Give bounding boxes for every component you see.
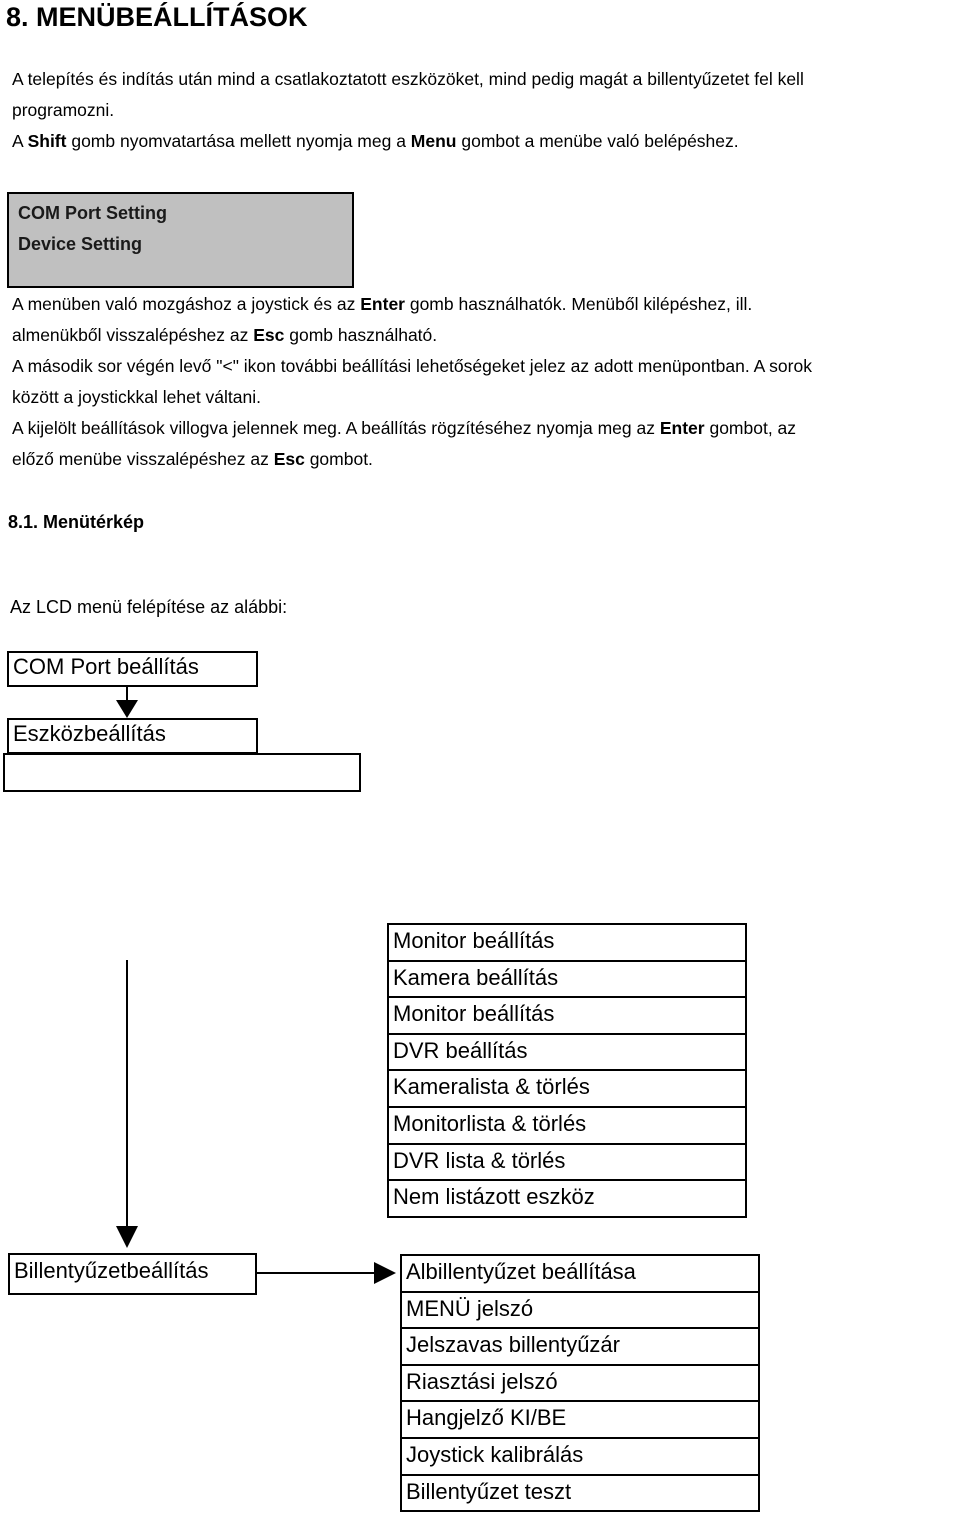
text-run: előző menübe visszalépéshez az — [12, 449, 274, 469]
bold-term: Esc — [273, 449, 305, 469]
menu-box-device: Eszközbeállítás — [7, 718, 258, 754]
menu-box-com-port: COM Port beállítás — [7, 651, 258, 687]
bold-term: Menu — [410, 131, 457, 151]
bold-term: Enter — [659, 418, 705, 438]
text-run: A — [12, 131, 28, 151]
submenu-item: Monitor beállítás — [389, 998, 745, 1035]
arrow-to-keyboard — [116, 960, 138, 1248]
arrow-keyboard-to-submenu — [257, 1262, 396, 1284]
text-run: gomb nyomvatartása mellett nyomja meg a — [66, 131, 411, 151]
section-heading: 8.1. Menütérkép — [8, 512, 145, 532]
bold-term: Shift — [27, 131, 67, 151]
submenu-item: Kamera beállítás — [389, 962, 745, 999]
submenu-item: Jelszavas billentyűzár — [402, 1329, 758, 1366]
submenu-item: Monitor beállítás — [389, 925, 745, 962]
submenu-item: Riasztási jelszó — [402, 1366, 758, 1403]
text-run: között a joystickkal lehet váltani. — [12, 387, 262, 407]
submenu-item: Hangjelző KI/BE — [402, 1402, 758, 1439]
text-run: gomb használható. — [284, 325, 438, 345]
submenu-item: Joystick kalibrálás — [402, 1439, 758, 1476]
submenu-item: Monitorlista & törlés — [389, 1108, 745, 1145]
text-run: A kijelölt beállítások villogva jelennek meg. A beállítás rögzítéséhez nyomja meg az — [12, 418, 660, 438]
text-run: gombot, az — [704, 418, 797, 438]
menu-box-keyboard: Billentyűzetbeállítás — [8, 1253, 257, 1295]
submenu-item: MENÜ jelszó — [402, 1293, 758, 1330]
lcd-line-1: COM Port Setting — [18, 203, 167, 223]
submenu-item: Billentyűzet teszt — [402, 1476, 758, 1513]
submenu-item: Nem listázott eszköz — [389, 1181, 745, 1218]
submenu-item: Kameralista & törlés — [389, 1071, 745, 1108]
lcd-line-2: Device Setting — [18, 234, 143, 254]
section-intro: Az LCD menü felépítése az alábbi: — [10, 597, 288, 617]
submenu-item: Albillentyűzet beállítása — [402, 1256, 758, 1293]
arrow-com-to-device — [116, 686, 138, 718]
bold-term: Esc — [253, 325, 285, 345]
text-run: gombot a menübe való belépéshez. — [456, 131, 739, 151]
bold-term: Enter — [360, 294, 405, 314]
page-title: 8. MENÜBEÁLLÍTÁSOK — [6, 2, 308, 32]
text-run: almenükből visszalépéshez az — [12, 325, 254, 345]
submenu-item: DVR beállítás — [389, 1035, 745, 1072]
text-run: programozni. — [12, 100, 115, 120]
text-run: A második sor végén levő "<" ikon további beállítási lehetőségeket jelez az adott menüpontban. A sorok — [12, 356, 812, 376]
text-run: A telepítés és indítás után mind a csatlakoztatott eszközöket, mind pedig magát a billentyűzetet fel kell — [12, 69, 804, 89]
text-run: gombot. — [304, 449, 373, 469]
submenu-item: DVR lista & törlés — [389, 1145, 745, 1182]
text-run: A menüben való mozgáshoz a joystick és az — [12, 294, 361, 314]
text-run: gomb használhatók. Menüből kilépéshez, ill. — [404, 294, 753, 314]
